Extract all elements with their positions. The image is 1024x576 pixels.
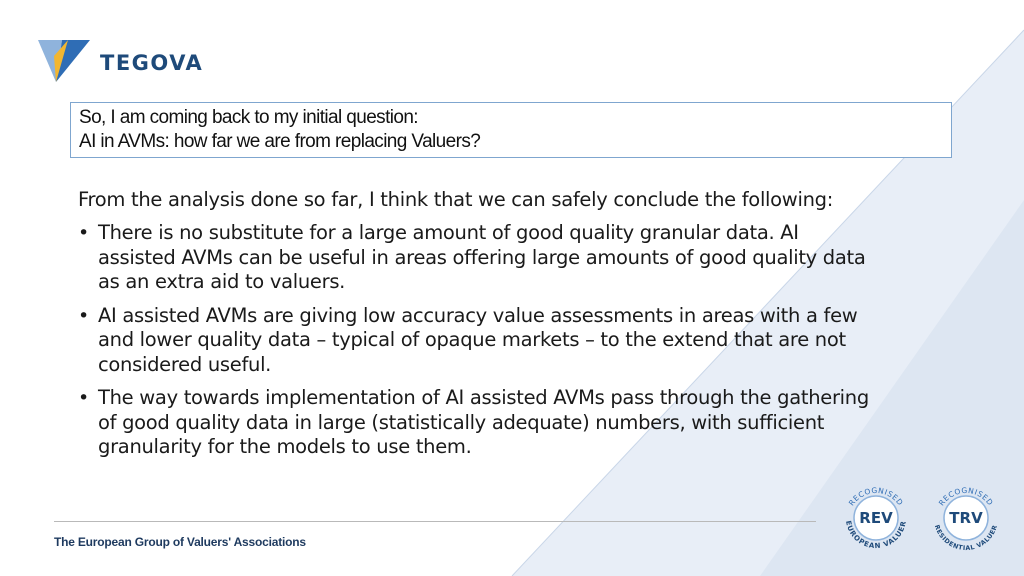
- question-box: [70, 102, 952, 158]
- footer-divider: [54, 521, 816, 522]
- list-item-line: assisted AVMs can be useful in areas offering large amounts of good quality data: [98, 245, 866, 269]
- conclusion-list: [78, 221, 958, 460]
- trv-badge-icon: [926, 478, 1006, 558]
- list-item-line: granularity for the models to use them.: [98, 435, 472, 458]
- list-item-line: There is no substitute for a large amount of good quality granular data. AI: [98, 221, 799, 244]
- intro-text: From the analysis done so far, I think that we can safely conclude the following:: [78, 188, 833, 211]
- tegova-logo-mark-icon: [38, 38, 92, 84]
- bullet-icon: •: [78, 222, 89, 244]
- list-item: [78, 386, 958, 460]
- list-item: [78, 304, 958, 378]
- rev-badge-bottom-text: EUROPEAN VALUER: [844, 519, 908, 551]
- list-item-line: AI assisted AVMs are giving low accuracy value assessments in areas with a few: [98, 303, 858, 327]
- list-item-line: as an extra aid to valuers.: [98, 270, 346, 293]
- footer-organization-name: The European Group of Valuers' Associations: [54, 535, 306, 549]
- list-item-line: The way towards implementation of AI assisted AVMs pass through the gathering: [98, 386, 869, 409]
- question-line-2: AI in AVMs: how far we are from replacing Valuers?: [79, 131, 481, 152]
- question-line-1: So, I am coming back to my initial question:: [79, 107, 418, 128]
- rev-badge-icon: [836, 478, 916, 558]
- trv-badge-code: TRV: [949, 509, 983, 527]
- body-content: [78, 187, 958, 460]
- rev-badge-top-text: RECOGNISED: [846, 485, 906, 508]
- list-item-line: and lower quality data – typical of opaque markets – to the extend that are not: [98, 328, 846, 351]
- tegova-logo: [38, 38, 204, 86]
- trv-badge-top-text: RECOGNISED: [936, 485, 996, 508]
- list-item-line: considered useful.: [98, 352, 272, 376]
- bullet-icon: •: [78, 387, 89, 409]
- rev-badge-code: REV: [859, 509, 893, 527]
- bullet-icon: •: [78, 304, 89, 327]
- list-item: [78, 221, 958, 295]
- logo-wordmark: TEGOVA: [100, 51, 204, 75]
- list-item-line: of good quality data in large (statistically adequate) numbers, with sufficient: [98, 410, 825, 434]
- trv-badge-bottom-text: RESIDENTIAL VALUER: [932, 524, 1000, 553]
